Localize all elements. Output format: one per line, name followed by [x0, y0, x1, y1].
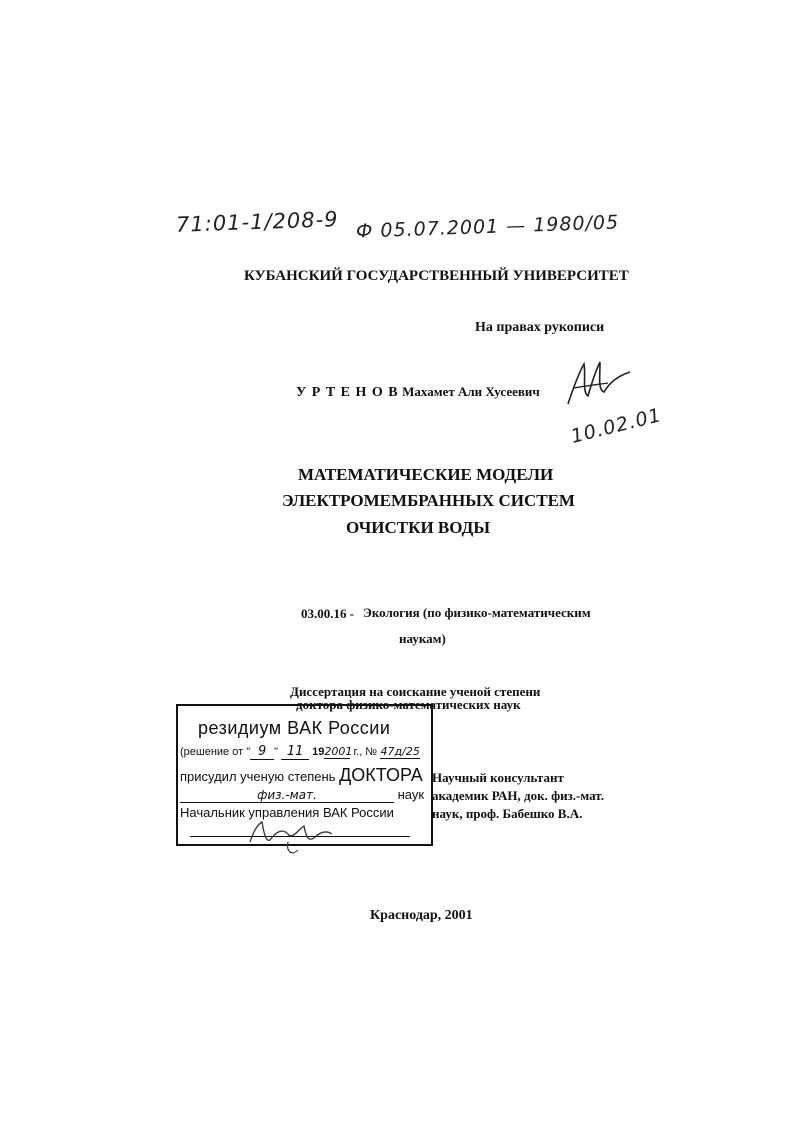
consultant-line-2: академик РАН, док. физ.-мат. [432, 788, 604, 803]
registration-date-mark: Ф 05.07.2001 — 1980/05 [355, 211, 620, 243]
manuscript-rights: На правах рукописи [475, 320, 605, 335]
specialty-code: 03.00.16 - [301, 606, 355, 621]
stamp-decision-month: 11 [281, 744, 309, 760]
stamp-head: Начальник управления ВАК России [180, 805, 394, 820]
stamp-header: резидиум ВАК России [198, 718, 391, 738]
stamp-signature [240, 812, 360, 862]
stamp-awarded-line [180, 765, 423, 786]
dissertation-line-2: доктора физико-математических наук [296, 697, 521, 712]
author-given-names: Махамет Али Хусеевич [402, 384, 540, 399]
title-line-1: МАТЕМАТИЧЕСКИЕ МОДЕЛИ [298, 465, 554, 484]
dissertation-line-1: Диссертация на соискание ученой степени [290, 684, 541, 699]
stamp-field-line [180, 787, 424, 803]
specialty-name-line-2: наукам) [399, 631, 446, 646]
consultant-line-1: Научный консультант [432, 770, 564, 785]
title-line-3: ОЧИСТКИ ВОДЫ [346, 518, 491, 537]
stamp-decision-prefix: (решение от [180, 746, 244, 758]
stamp-decision-day: 9 [250, 744, 274, 760]
specialty-name-line-1: Экология (по физико-математическим [363, 605, 591, 620]
university-name: КУБАНСКИЙ ГОСУДАРСТВЕННЫЙ УНИВЕРСИТЕТ [244, 268, 629, 284]
city-year: Краснодар, 2001 [370, 908, 473, 923]
stamp-decision-line: (решение от " 9 " 11 192001 г., № 47д/25 [180, 744, 420, 759]
consultant-line-3: наук, проф. Бабешко В.А. [432, 806, 583, 821]
stamp-decision-year-fill: 2001 [324, 745, 353, 758]
stamp-decision-year-suffix: г., № [353, 746, 378, 758]
stamp-field-suffix: наук [397, 787, 425, 802]
author-line [296, 384, 540, 401]
registration-code: 71:01-1/208-9 [175, 207, 339, 237]
stamp-awarded: присудил ученую степень [180, 769, 336, 784]
stamp-field-fill: физ.-мат. [180, 788, 394, 803]
author-surname: У Р Т Е Н О В [296, 385, 399, 400]
signature-date: 10.02.01 [568, 404, 664, 448]
stamp-decision-year-prefix: 19 [312, 746, 325, 758]
stamp-degree: ДОКТОРА [339, 765, 423, 785]
title-line-2: ЭЛЕКТРОМЕМБРАННЫХ СИСТЕМ [282, 491, 575, 510]
stamp-decision-number: 47д/25 [380, 745, 420, 758]
